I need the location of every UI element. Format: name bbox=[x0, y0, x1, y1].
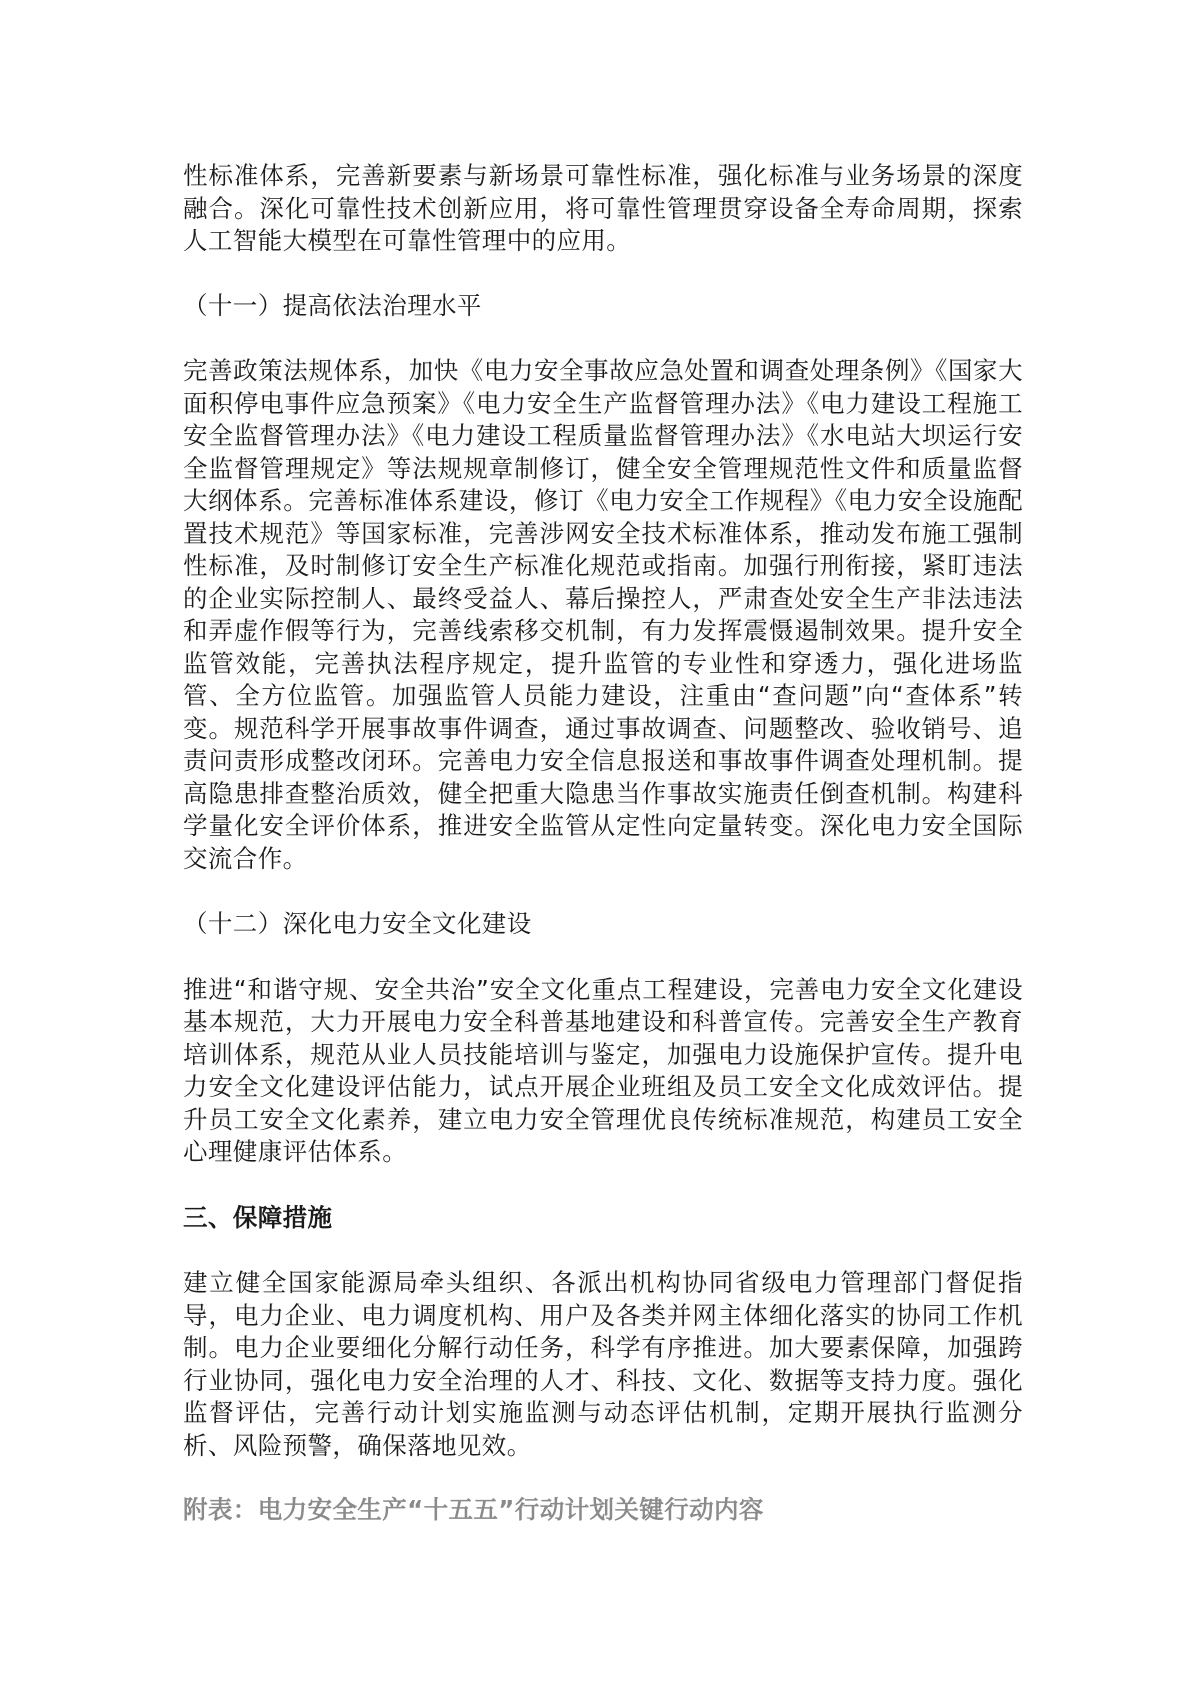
spacer bbox=[183, 941, 1023, 974]
document-page bbox=[183, 160, 1023, 1527]
spacer bbox=[183, 1462, 1023, 1494]
appendix-label: 附表：电力安全生产“十五五”行动计划关键行动内容 bbox=[183, 1495, 764, 1524]
section-heading-11: （十一）提高依法治理水平 bbox=[183, 290, 482, 320]
spacer bbox=[183, 1169, 1023, 1202]
spacer bbox=[183, 875, 1023, 908]
section-heading-safeguards: 三、保障措施 bbox=[183, 1202, 333, 1232]
paragraph-intro: 性标准体系，完善新要素与新场景可靠性标准，强化标准与业务场景的深度融合。深化可靠性技术创新应用，将可靠性管理贯穿设备全寿命周期，探索人工智能大模型在可靠性管理中的应用。 bbox=[183, 161, 1023, 255]
spacer bbox=[183, 258, 1023, 290]
section-heading-12: （十二）深化电力安全文化建设 bbox=[183, 909, 532, 938]
paragraph-legal-governance: 完善政策法规体系，加快《电力安全事故应急处置和调查处理条例》《国家大面积停电事件应急预案》《电力安全生产监督管理办法》《电力建设工程施工安全监督管理办法》《电力建设工程质量监督管理办法》《水电站大坝运行安全监督管理规定》等法规规章制修订，健全安全管理规范性文件和质量监督大纲体系。完善标准体系建设，修订《电力安全工作规程》《电力安全设施配置技术规范》等国家标准，完善涉网安全技术标准体系，推动发布施工强制性标准，及时制修订安全生产标准化规范或指南。加强行刑衔接，紧盯违法的企业实际控制人、最终受益人、幕后操控人，严肃查处安全生产非法违法和弄虚作假等行为，完善线索移交机制，有力发挥震慑遏制效果。提升安全监管效能，完善执法程序规定，提升监管的专业性和穿透力，强化进场监管、全方位监管。加强监管人员能力建设，注重由“查问题”向“查体系”转变。规范科学开展事故事件调查，通过事故调查、问题整改、验收销号、追责问责形成整改闭环。完善电力安全信息报送和事故事件调查处理机制。提高隐患排查整治质效，健全把重大隐患当作事故实施责任倒查机制。构建科学量化安全评价体系，推进安全监管从定性向定量转变。深化电力安全国际交流合作。 bbox=[183, 356, 1023, 873]
spacer bbox=[183, 1234, 1023, 1267]
paragraph-safety-culture: 推进“和谐守规、安全共治”安全文化重点工程建设，完善电力安全文化建设基本规范，大力开展电力安全科普基地建设和科普宣传。完善安全生产教育培训体系，规范从业人员技能培训与鉴定，加强电力设施保护宣传。提升电力安全文化建设评估能力，试点开展企业班组及员工安全文化成效评估。提升员工安全文化素养，建立电力安全管理优良传统标准规范，构建员工安全心理健康评估体系。 bbox=[183, 974, 1023, 1166]
spacer bbox=[183, 322, 1023, 355]
paragraph-safeguards: 建立健全国家能源局牵头组织、各派出机构协同省级电力管理部门督促指导，电力企业、电力调度机构、用户及各类并网主体细化落实的协同工作机制。电力企业要细化分解行动任务，科学有序推进。加大要素保障，加强跨行业协同，强化电力安全治理的人才、科技、文化、数据等支持力度。强化监督评估，完善行动计划实施监测与动态评估机制，定期开展执行监测分析、风险预警，确保落地见效。 bbox=[183, 1268, 1023, 1460]
